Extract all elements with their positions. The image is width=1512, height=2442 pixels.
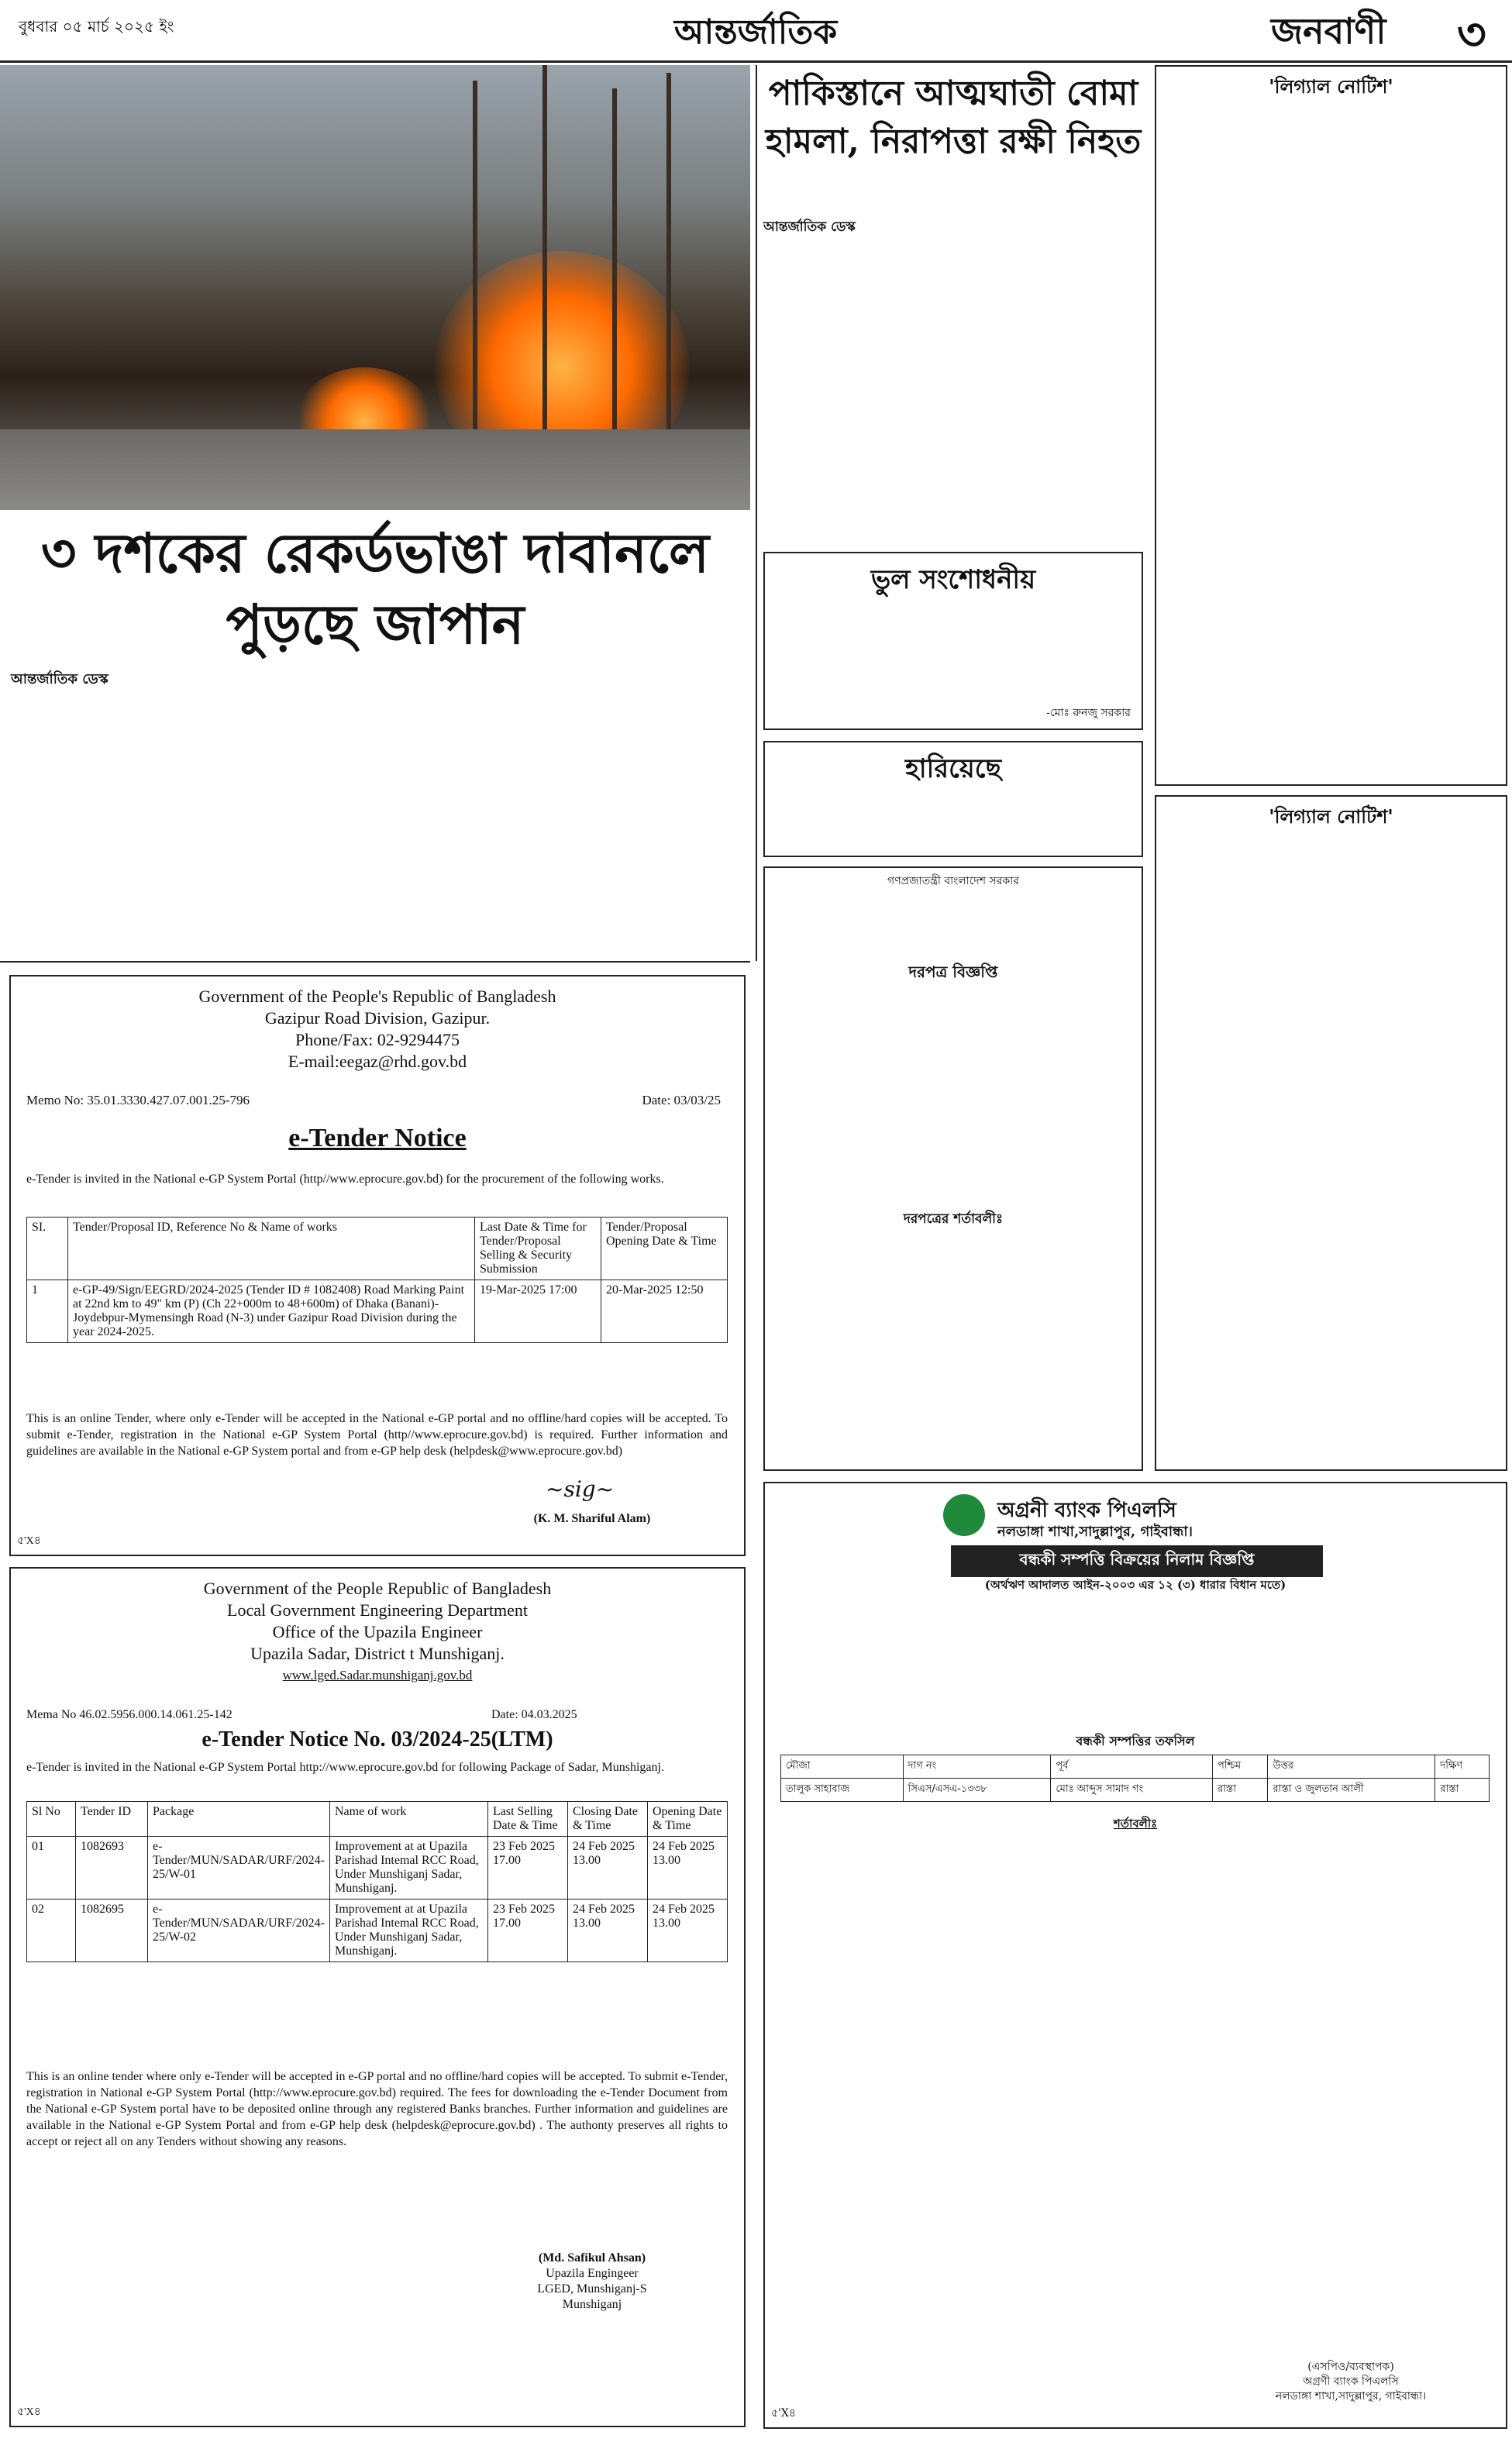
legal-notice-1-title: 'লিগ্যাল নোটিশ' — [1269, 75, 1393, 98]
issue-date: বুধবার ০৫ মার্চ ২০২৫ ইং — [19, 17, 174, 36]
table-cell: 02 — [27, 1900, 76, 1962]
munshiganj-place: Upazila Sadar, District t Munshiganj. — [250, 1644, 505, 1663]
table-cell: 01 — [27, 1837, 76, 1900]
munshiganj-size: ৫'X৪ — [17, 2406, 41, 2418]
gazipur-signature: ~sig~ — [546, 1476, 615, 1502]
table-cell: 20-Mar-2025 12:50 — [601, 1280, 728, 1343]
pakistan-headline — [763, 70, 1143, 166]
bank-auction-notice — [763, 1482, 1507, 2429]
col-header: দক্ষিণ — [1435, 1755, 1490, 1779]
munshiganj-footer: This is an online tender where only e-Tender will be accepted in e-GP portal and no offline/hard copies will be accepted. To submit e-Tender, registration in National e-GP System Portal (http://www.eprocure.gov.bd) required. The fees for downloading the e-Tender Document from the National e-GP System portal have to be deposited online through any registered Banks branches. Further information and guidelines are available in the National e-GP System Portal and from e-GP help desk (helpdesk@eprocure.gov.bd) . The authonty preserves all rights to accept or reject all on any Tenders without showing any reasons. — [26, 2070, 728, 2148]
japan-headline — [0, 518, 750, 660]
gazipur-date: Date: 03/03/25 — [642, 1093, 721, 1107]
munshiganj-sign-name: (Md. Safikul Ahsan) — [538, 2251, 646, 2265]
col-header: SI. — [27, 1218, 68, 1280]
table-cell: 1082695 — [76, 1900, 148, 1962]
col-header: Tender ID — [76, 1802, 148, 1837]
japan-byline: আন্তর্জাতিক ডেস্ক — [11, 671, 108, 687]
lost-notice — [763, 741, 1143, 857]
col-header: Sl No — [27, 1802, 76, 1837]
table-cell: 23 Feb 2025 17.00 — [488, 1837, 568, 1900]
upazila-notice-title: দরপত্র বিজ্ঞপ্তি — [908, 963, 998, 981]
col-header: পূর্ব — [1051, 1755, 1213, 1779]
col-header: মৌজা — [781, 1755, 904, 1779]
table-row — [781, 1779, 1490, 1802]
table-cell: 23 Feb 2025 17.00 — [488, 1900, 568, 1962]
gazipur-intro: e-Tender is invited in the National e-GP System Portal (http//www.eprocure.gov.bd) for the procurement of the following works. — [26, 1173, 664, 1186]
col-header: উত্তর — [1268, 1755, 1435, 1779]
japan-headline-line2: পুড়ছে জাপান — [226, 592, 525, 656]
munshiganj-dept: Local Government Engineering Department — [227, 1600, 528, 1620]
gazipur-tender — [9, 975, 746, 1556]
pakistan-headline-line1: পাকিস্তানে আত্মঘাতী বোমা — [768, 74, 1138, 113]
upazila-conditions-title: দরপত্রের শর্তাবলীঃ — [903, 1211, 1004, 1227]
col-header: Name of work — [329, 1802, 487, 1837]
gazipur-size: ৫'X৪ — [17, 1535, 41, 1547]
gazipur-tender-table — [26, 1217, 728, 1343]
lost-title: হারিয়েছে — [904, 753, 1002, 784]
bank-signer-bank: অগ্রণী ব্যাংক পিএলসি — [1303, 2375, 1399, 2388]
upazila-govt-line: গণপ্রজাতন্ত্রী বাংলাদেশ সরকার — [887, 875, 1019, 887]
table-cell: 24 Feb 2025 13.00 — [568, 1837, 648, 1900]
bank-property-table — [780, 1755, 1490, 1802]
brand-logo — [1271, 5, 1386, 64]
upazila-tender-notice — [763, 866, 1143, 1471]
gazipur-gov: Government of the People's Republic of Bangladesh — [198, 987, 556, 1006]
bank-table-title: বন্ধকী সম্পত্তির তফসিল — [1076, 1734, 1195, 1748]
bank-size: ৫'X৪ — [771, 2407, 796, 2420]
table-cell: রাস্তা — [1212, 1779, 1267, 1802]
gazipur-email: E-mail:eegaz@rhd.gov.bd — [288, 1052, 467, 1071]
correction-notice — [763, 552, 1143, 730]
col-header: Last Date & Time for Tender/Proposal Selling & Security Submission — [475, 1218, 601, 1280]
bank-branch: নলডাঙ্গা শাখা,সাদুল্লাপুর, গাইবান্ধা। — [997, 1524, 1193, 1540]
wildfire-photo — [0, 65, 750, 510]
table-cell: e-Tender/MUN/SADAR/URF/2024-25/W-02 — [148, 1900, 330, 1962]
table-cell: মোঃ আব্দুস সামাদ গং — [1051, 1779, 1213, 1802]
gazipur-sign-name: (K. M. Shariful Alam) — [533, 1512, 651, 1525]
munshiganj-tender — [9, 1567, 746, 2427]
table-cell: 24 Feb 2025 13.00 — [568, 1900, 648, 1962]
munshiganj-office: Office of the Upazila Engineer — [272, 1622, 483, 1641]
col-header: দাগ নং — [903, 1755, 1051, 1779]
bank-notice-subtitle: (অর্থঋণ আদালত আইন-২০০৩ এর ১২ (৩) ধারার বিধান মতে) — [984, 1578, 1286, 1592]
bank-name: অগ্রনী ব্যাংক পিএলসি — [997, 1499, 1176, 1522]
table-cell: 19-Mar-2025 17:00 — [475, 1280, 601, 1343]
table-cell: সিএস/এসএ-১৩৩৮ — [903, 1779, 1051, 1802]
page-number: ৩ — [1457, 8, 1486, 60]
table-cell: রাস্তা — [1435, 1779, 1490, 1802]
section-title: আন্তর্জাতিক — [674, 12, 838, 52]
bank-notice-title: বন্ধকী সম্পত্তি বিক্রয়ের নিলাম বিজ্ঞপ্তি — [951, 1545, 1323, 1577]
col-header: Opening Date & Time — [648, 1802, 728, 1837]
gazipur-memo: Memo No: 35.01.3330.427.07.001.25-796 — [26, 1093, 250, 1107]
munshiganj-sign-office: LGED, Munshiganj-S — [537, 2282, 647, 2296]
munshiganj-web[interactable]: www.lged.Sadar.munshiganj.gov.bd — [282, 1668, 473, 1683]
table-cell: রাস্তা ও জুলতান আলী — [1268, 1779, 1435, 1802]
table-cell: 1 — [27, 1280, 68, 1343]
legal-notice-1 — [1155, 65, 1507, 786]
munshiganj-gov: Government of the People Republic of Bangladesh — [203, 1579, 552, 1598]
table-cell: Improvement at at Upazila Parishad Intemal RCC Road, Under Munshiganj Sadar, Munshiganj. — [329, 1900, 487, 1962]
table-cell: 24 Feb 2025 13.00 — [648, 1837, 728, 1900]
munshiganj-title: e-Tender Notice No. 03/2024-25(LTM) — [201, 1727, 553, 1751]
gazipur-phone: Phone/Fax: 02-9294475 — [294, 1030, 460, 1049]
table-cell: তালুক সাহাবাজ — [781, 1779, 904, 1802]
munshiganj-sign-title: Upazila Engingeer — [546, 2267, 639, 2280]
correction-signed: -মোঃ রুনজু সরকার — [1046, 707, 1131, 719]
col-header: Closing Date & Time — [568, 1802, 648, 1837]
legal-notice-2 — [1155, 795, 1507, 1471]
table-row — [27, 1900, 728, 1962]
table-cell: Improvement at at Upazila Parishad Intemal RCC Road, Under Munshiganj Sadar, Munshiganj. — [329, 1837, 487, 1900]
table-cell: e-GP-49/Sign/EEGRD/2024-2025 (Tender ID # 1082408) Road Marking Paint at 22nd km to 49" km (P) (Ch 22+000m to 48+600m) of Dhaka (Banani)-Joydebpur-Mymensingh Road (N-3) under Gazipur Road Division during the year 2024-2025. — [68, 1280, 475, 1343]
bank-signer: (এসপিও/ব্যবস্থাপক) — [1307, 2361, 1394, 2373]
munshiganj-memo: Mema No 46.02.5956.000.14.061.25-142 — [26, 1708, 232, 1721]
col-header: Tender/Proposal ID, Reference No & Name of works — [68, 1218, 475, 1280]
munshiganj-tender-table — [26, 1801, 728, 1962]
table-row — [27, 1280, 728, 1343]
col-header: Last Selling Date & Time — [488, 1802, 568, 1837]
munshiganj-date: Date: 04.03.2025 — [491, 1708, 577, 1721]
table-row — [27, 1837, 728, 1900]
gazipur-footer: This is an online Tender, where only e-Tender will be accepted in the National e-GP portal and no offline/hard copies will be accepted. To submit e-Tender, registration in the National e-GP System Portal (http//www.eprocure.gov.bd) is required. Further information and guidelines are available in the National e-GP System portal and from e-GP help desk (helpdesk@www.eprocure.gov.bd) — [26, 1412, 728, 1458]
pakistan-byline: আন্তর্জাতিক ডেস্ক — [763, 219, 856, 235]
table-cell: e-Tender/MUN/SADAR/URF/2024-25/W-01 — [148, 1837, 330, 1900]
col-header: পশ্চিম — [1212, 1755, 1267, 1779]
col-header: Tender/Proposal Opening Date & Time — [601, 1218, 728, 1280]
table-cell: 1082693 — [76, 1837, 148, 1900]
munshiganj-intro: e-Tender is invited in the National e-GP System Portal http://www.eprocure.gov.bd for following Package of Sadar, Munshiganj. — [26, 1761, 664, 1774]
correction-title: ভুল সংশোধনীয় — [870, 564, 1036, 595]
legal-notice-2-title: 'লিগ্যাল নোটিশ' — [1269, 805, 1393, 828]
bank-signer-branch: নলডাঙ্গা শাখা,সাদুল্লাপুর, গাইবান্ধা। — [1275, 2390, 1427, 2402]
col-header: Package — [148, 1802, 330, 1837]
gazipur-title: e-Tender Notice — [288, 1124, 467, 1152]
pakistan-headline-line2: হামলা, নিরাপত্তা রক্ষী নিহত — [765, 122, 1142, 161]
gazipur-office: Gazipur Road Division, Gazipur. — [264, 1008, 491, 1028]
table-cell: 24 Feb 2025 13.00 — [648, 1900, 728, 1962]
bank-conditions-title: শর্তাবলীঃ — [1113, 1817, 1158, 1831]
munshiganj-sign-place: Munshiganj — [562, 2298, 622, 2311]
brand-name: জনবাণী — [1271, 10, 1386, 52]
japan-headline-line1: ৩ দশকের রেকর্ডভাঙা দাবানলে — [40, 521, 710, 585]
bank-logo-icon — [943, 1494, 985, 1536]
